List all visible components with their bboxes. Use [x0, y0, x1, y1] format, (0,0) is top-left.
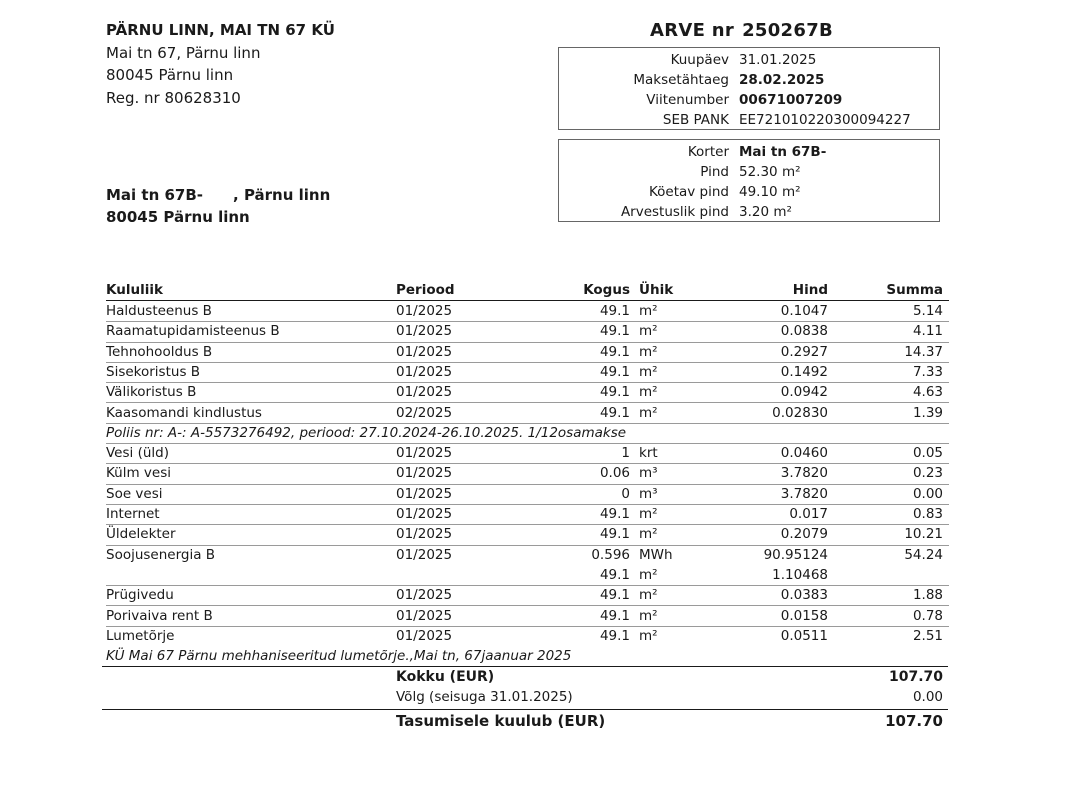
apartment-info-row	[559, 202, 939, 222]
row-note: KÜ Mai 67 Pärnu mehhaniseeritud lumetõrje.,Mai tn, 67jaanuar 2025	[106, 648, 572, 665]
row-period: 01/2025	[396, 303, 453, 319]
seller-reg-number: Reg. nr 80628310	[106, 88, 241, 107]
invoice-info-value: 31.01.2025	[739, 52, 817, 68]
total-value: 107.70	[888, 669, 943, 685]
recipient-postal: 80045 Pärnu linn	[106, 208, 250, 226]
table-row	[106, 545, 949, 565]
header-sum: Summa	[886, 282, 943, 298]
row-period: 01/2025	[396, 384, 453, 401]
row-price: 3.7820	[780, 485, 828, 502]
seller-block	[106, 19, 335, 109]
row-name: Prügivedu	[106, 587, 174, 604]
row-price: 1.10468	[772, 566, 828, 583]
row-qty: 49.1	[599, 343, 630, 360]
table-row	[106, 463, 949, 484]
table-row	[106, 606, 949, 627]
table-row	[106, 403, 949, 424]
apartment-info-box	[558, 139, 940, 222]
table-row	[106, 585, 949, 606]
table-row	[106, 565, 949, 586]
row-name: Soojusenergia B	[106, 546, 216, 563]
apartment-info-value: 3.20 m²	[739, 204, 792, 220]
amount-due-value: 107.70	[885, 712, 943, 730]
row-name: Internet	[106, 506, 160, 522]
row-unit: m²	[639, 303, 658, 319]
invoice-title	[650, 20, 833, 41]
invoice-info-label: Maksetähtaeg	[633, 72, 729, 88]
row-price: 0.0838	[780, 323, 828, 340]
row-name: Haldusteenus B	[106, 303, 212, 319]
row-price: 0.1492	[780, 363, 828, 380]
row-unit: m²	[639, 384, 658, 401]
table-note-row	[106, 423, 949, 444]
row-name: Kaasomandi kindlustus	[106, 404, 262, 421]
row-price: 0.0511	[780, 627, 828, 644]
invoice-info-row	[559, 110, 939, 130]
row-qty: 0.596	[591, 546, 630, 563]
invoice-info-box	[558, 47, 940, 130]
row-sum: 1.39	[912, 404, 943, 421]
row-unit: m²	[639, 343, 658, 360]
row-qty: 49.1	[599, 384, 630, 401]
row-period: 01/2025	[396, 363, 453, 380]
table-row	[106, 524, 949, 545]
row-unit: m²	[639, 404, 658, 421]
invoice-info-row	[559, 90, 939, 110]
row-unit: m²	[639, 323, 658, 340]
row-sum: 0.00	[912, 485, 943, 502]
row-qty: 49.1	[599, 303, 630, 319]
row-qty: 49.1	[599, 627, 630, 644]
table-row	[106, 382, 949, 403]
row-sum: 4.63	[912, 384, 943, 401]
invoice-title-label: ARVE nr	[650, 20, 735, 41]
header-name: Kululiik	[106, 282, 163, 298]
row-price: 3.7820	[780, 465, 828, 482]
row-unit: m³	[639, 465, 658, 482]
row-period: 01/2025	[396, 607, 453, 624]
row-sum: 7.33	[912, 363, 943, 380]
row-period: 01/2025	[396, 587, 453, 604]
row-sum: 2.51	[912, 627, 943, 644]
row-name: Tehnohooldus B	[106, 343, 213, 360]
invoice-info-value: EE721010220300094227	[739, 112, 911, 128]
seller-name: PÄRNU LINN, MAI TN 67 KÜ	[106, 21, 335, 39]
row-qty: 49.1	[599, 566, 630, 583]
row-price: 0.2079	[780, 526, 828, 543]
row-price: 0.0158	[780, 607, 828, 624]
row-sum: 0.05	[912, 445, 943, 462]
recipient-city: , Pärnu linn	[233, 186, 331, 204]
header-period: Periood	[396, 282, 455, 298]
row-qty: 49.1	[599, 587, 630, 604]
invoice-info-value: 28.02.2025	[739, 72, 825, 88]
row-price: 0.017	[789, 506, 828, 522]
invoice-info-row	[559, 70, 939, 90]
row-unit: m²	[639, 363, 658, 380]
row-qty: 49.1	[599, 607, 630, 624]
recipient-block	[106, 184, 330, 228]
table-row	[106, 362, 949, 383]
apartment-info-value: 52.30 m²	[739, 164, 801, 180]
row-unit: MWh	[639, 546, 673, 563]
apartment-info-row	[559, 162, 939, 182]
row-period: 01/2025	[396, 546, 453, 563]
apartment-info-label: Arvestuslik pind	[620, 204, 729, 220]
seller-address-line2: 80045 Pärnu linn	[106, 66, 234, 84]
row-period: 01/2025	[396, 445, 453, 462]
debt-label: Võlg (seisuga 31.01.2025)	[396, 689, 573, 705]
invoice-info-value: 00671007209	[739, 92, 843, 108]
row-unit: krt	[639, 445, 658, 462]
row-sum: 0.78	[912, 607, 943, 624]
row-period: 02/2025	[396, 404, 453, 421]
debt-value: 0.00	[912, 689, 943, 705]
invoice-info-label: Viitenumber	[646, 92, 729, 108]
row-unit: m²	[639, 587, 658, 604]
header-unit: Ühik	[639, 282, 674, 298]
header-price: Hind	[792, 282, 828, 298]
row-name: Sisekoristus B	[106, 363, 201, 380]
row-unit: m³	[639, 485, 658, 502]
apartment-info-label: Köetav pind	[648, 184, 729, 200]
row-unit: m²	[639, 506, 658, 522]
row-name: Porivaiva rent B	[106, 607, 213, 624]
row-name: Külm vesi	[106, 465, 172, 482]
table-row	[106, 342, 949, 363]
row-name: Vesi (üld)	[106, 445, 169, 462]
row-unit: m²	[639, 627, 658, 644]
table-row	[106, 443, 949, 464]
row-sum: 0.83	[912, 506, 943, 522]
table-row	[106, 321, 949, 342]
row-price: 0.0942	[780, 384, 828, 401]
row-price: 0.02830	[772, 404, 828, 421]
row-qty: 0.06	[599, 465, 630, 482]
row-name: Lumetõrje	[106, 627, 175, 644]
row-qty: 49.1	[599, 526, 630, 543]
invoice-info-label: Kuupäev	[670, 52, 729, 68]
row-unit: m²	[639, 607, 658, 624]
row-qty: 49.1	[599, 323, 630, 340]
seller-address-line1: Mai tn 67, Pärnu linn	[106, 43, 261, 62]
apartment-info-row	[559, 182, 939, 202]
row-price: 0.0460	[780, 445, 828, 462]
row-price: 0.1047	[780, 303, 828, 319]
apartment-info-label: Pind	[700, 164, 729, 180]
amount-due-label: Tasumisele kuulub (EUR)	[396, 712, 606, 730]
recipient-apartment: Mai tn 67B-	[106, 186, 204, 204]
row-unit: m²	[639, 566, 658, 583]
table-row	[106, 301, 949, 322]
row-period: 01/2025	[396, 323, 453, 340]
apartment-info-value: Mai tn 67B-	[739, 144, 827, 160]
invoice-number: 250267B	[742, 20, 834, 41]
row-sum: 10.21	[904, 526, 943, 543]
row-price: 0.2927	[780, 343, 828, 360]
row-period: 01/2025	[396, 485, 453, 502]
row-name: Raamatupidamisteenus B	[106, 323, 280, 340]
row-period: 01/2025	[396, 506, 453, 522]
row-period: 01/2025	[396, 465, 453, 482]
row-qty: 49.1	[599, 506, 630, 522]
total-label: Kokku (EUR)	[396, 669, 495, 685]
apartment-info-label: Korter	[687, 144, 729, 160]
row-price: 0.0383	[780, 587, 828, 604]
row-sum: 0.23	[912, 465, 943, 482]
invoice-info-label: SEB PANK	[662, 112, 729, 128]
row-qty: 1	[621, 445, 630, 462]
row-name: Välikoristus B	[106, 384, 197, 401]
apartment-info-value: 49.10 m²	[739, 184, 801, 200]
table-row	[106, 504, 949, 525]
row-price: 90.95124	[763, 546, 828, 563]
row-qty: 49.1	[599, 363, 630, 380]
row-sum: 5.14	[912, 303, 943, 319]
row-sum: 54.24	[904, 546, 943, 563]
row-period: 01/2025	[396, 526, 453, 543]
row-name: Soe vesi	[106, 485, 163, 502]
apartment-info-row	[559, 142, 939, 162]
row-period: 01/2025	[396, 627, 453, 644]
row-period: 01/2025	[396, 343, 453, 360]
table-note-row	[106, 646, 949, 666]
invoice-info-row	[559, 50, 939, 70]
row-name: Üldelekter	[106, 526, 176, 543]
table-header	[106, 280, 949, 301]
row-unit: m²	[639, 526, 658, 543]
totals-bottom-rule	[102, 709, 948, 710]
table-row	[106, 626, 949, 646]
row-qty: 49.1	[599, 404, 630, 421]
row-note: Poliis nr: A-: A-5573276492, periood: 27.10.2024-26.10.2025. 1/12osamakse	[106, 424, 627, 441]
row-qty: 0	[621, 485, 630, 502]
row-sum: 4.11	[912, 323, 943, 340]
totals-top-rule	[102, 666, 948, 667]
row-sum: 14.37	[904, 343, 943, 360]
row-sum: 1.88	[912, 587, 943, 604]
header-qty: Kogus	[583, 282, 630, 298]
table-row	[106, 484, 949, 505]
